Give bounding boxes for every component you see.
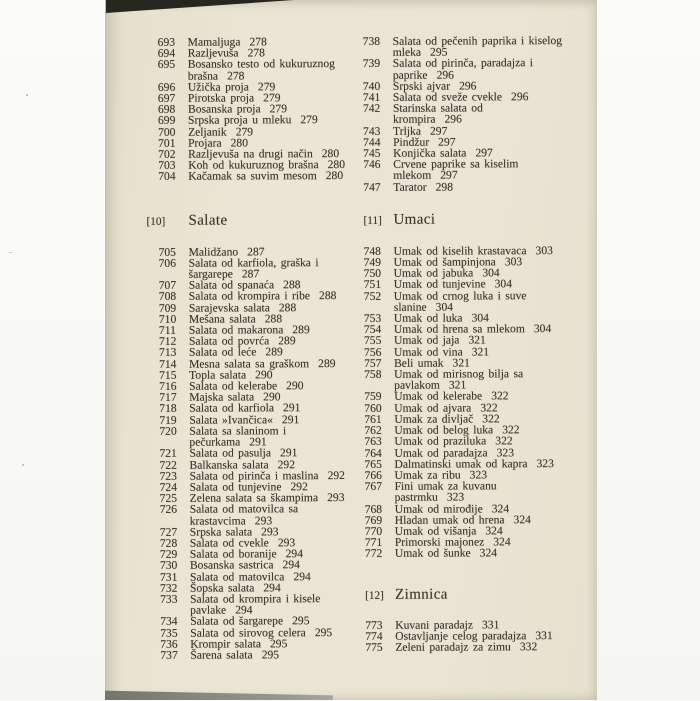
entry-number: 748	[363, 244, 381, 258]
entry-title: Salata od šargarepe 295	[190, 614, 310, 629]
entry-page-number: 298	[435, 180, 454, 194]
entry-page-number: 280	[327, 158, 346, 172]
entry-number: 754	[363, 323, 382, 337]
entry-page-number: 295	[430, 45, 448, 59]
entry-page-number: 324	[485, 524, 503, 538]
entry-number: 755	[363, 334, 382, 348]
entry-number: 699	[157, 114, 176, 128]
entry-title: Umak od šunke 324	[394, 546, 498, 561]
entry-title: Fini umak za kuvanu pastrmku 323	[394, 479, 497, 505]
entry-number: 739	[362, 57, 381, 71]
entry-title: Umak od tunjevine 304	[393, 277, 513, 292]
entry-number: 722	[159, 458, 177, 472]
entry-number: 765	[364, 457, 382, 471]
entry-number: 759	[364, 390, 382, 404]
entry-page-number: 296	[444, 112, 462, 127]
entry-page-number: 278	[227, 69, 245, 83]
entry-number: 721	[159, 447, 177, 461]
entry-number: 746	[363, 158, 381, 172]
entry-number: 713	[158, 346, 177, 360]
entry-title: Salata od cvekle 293	[189, 536, 296, 550]
toc-entry	[159, 257, 381, 280]
entry-title: Salata od sveže cvekle 296	[392, 90, 529, 104]
entry-page-number: 279	[269, 102, 288, 116]
entry-page-number: 321	[448, 378, 467, 392]
entry-page-number: 289	[278, 334, 296, 348]
entry-number: 747	[363, 180, 381, 194]
toc-entry	[363, 158, 593, 181]
entry-title: Majska salata 290	[189, 390, 281, 404]
entry-page-number: 304	[471, 311, 489, 325]
entry-page-number: 279	[235, 125, 254, 139]
entry-page-number: 296	[436, 68, 454, 82]
entry-number: 763	[364, 435, 382, 449]
entry-title: Beli umak 321	[394, 356, 470, 370]
entry-page-number: 323	[536, 456, 554, 470]
entry-title: Konjička salata 297	[393, 146, 493, 160]
entry-number: 715	[159, 368, 177, 382]
entry-title: Zeleni paradajz za zimu 332	[395, 640, 538, 654]
entry-number: 760	[364, 401, 382, 415]
entry-title: Umak za divljač 322	[394, 412, 500, 426]
entry-page-number: 321	[452, 356, 470, 370]
entry-page-number: 292	[327, 468, 345, 482]
entry-page-number: 322	[495, 434, 513, 448]
entry-number: 709	[158, 301, 177, 315]
entry-number: 736	[160, 637, 178, 651]
entry-title: Salata od boranije 294	[189, 547, 304, 561]
entry-title: Umak od kelerabe 322	[394, 389, 509, 404]
entry-title: Salata od krompira i kisele pavlake 294	[190, 592, 321, 617]
entry-title: Umak od vina 321	[393, 345, 490, 359]
entry-page-number: 280	[325, 169, 344, 183]
entry-number: 730	[159, 559, 178, 573]
entry-number: 771	[364, 535, 383, 550]
entry-title: Salata sa slaninom i pečurkama 291	[189, 424, 287, 449]
dust-speck	[26, 94, 28, 96]
toc-section	[365, 585, 595, 653]
entry-page-number: 297	[475, 146, 493, 160]
entry-title: Malidžano 287	[188, 245, 265, 259]
toc-entry	[364, 290, 594, 313]
entry-title: Umak od šampinjona 303	[393, 255, 523, 269]
entry-page-number: 331	[535, 628, 553, 642]
entry-number: 708	[158, 290, 177, 304]
entry-page-number: 292	[290, 480, 308, 494]
entry-title: Zeljanik 279	[188, 125, 254, 139]
entry-number: 733	[160, 592, 178, 606]
entry-number: 735	[160, 626, 178, 640]
section-title: Zimnica	[395, 586, 448, 603]
entry-title: Umak od praziluka 322	[394, 434, 513, 449]
entry-page-number: 322	[482, 412, 500, 426]
entry-title: Razljevuša na drugi način 280	[188, 147, 340, 161]
dust-speck	[22, 464, 24, 466]
section-header	[365, 585, 595, 603]
entry-title: Ostavljanje celog paradajza 331	[395, 628, 553, 643]
entry-number: 724	[159, 480, 178, 494]
entry-number: 744	[363, 135, 381, 149]
entry-title: Koh od kukuruznog brašna 280	[188, 158, 346, 172]
entry-number: 767	[364, 479, 383, 494]
section-title: Umaci	[393, 211, 436, 228]
toc-entry	[365, 641, 595, 653]
entry-title: Umak od jabuka 304	[393, 266, 500, 281]
entry-number: 723	[159, 469, 177, 483]
toc-entry	[159, 425, 381, 448]
entry-title: Razljevuša 278	[187, 46, 265, 60]
entry-title: Primorski majonez 324	[394, 535, 511, 549]
entry-page-number: 278	[247, 46, 265, 60]
toc-entry	[364, 368, 594, 391]
entry-number: 701	[158, 136, 176, 150]
section-tag: [11]	[363, 214, 382, 227]
entry-number: 698	[157, 102, 176, 117]
entry-title: Salata od kelerabe 290	[189, 379, 304, 393]
entry-number: 753	[363, 311, 382, 326]
entry-title: Tarator 298	[393, 180, 454, 194]
entry-title: Umak od crnog luka i suve slanine 304	[393, 288, 527, 314]
toc-section	[363, 211, 595, 560]
entry-title: Bosanska sastrica 294	[189, 558, 300, 573]
entry-number: 703	[158, 159, 176, 173]
toc-entry	[365, 480, 595, 503]
entry-number: 716	[159, 379, 177, 393]
entry-number: 727	[159, 525, 178, 539]
entry-page-number: 287	[247, 245, 265, 259]
entry-page-number: 291	[283, 401, 301, 415]
entry-number: 756	[363, 345, 382, 359]
section-header	[146, 212, 380, 230]
entry-title: Crvene paprike sa kiselim mlekom 297	[393, 157, 519, 183]
entry-page-number: 280	[230, 136, 248, 150]
entry-title: Salata od leće 289	[188, 345, 283, 360]
entry-page-number: 332	[519, 640, 538, 654]
entry-page-number: 293	[277, 536, 296, 550]
entry-title: Mamaljuga 278	[187, 35, 267, 49]
toc-entry	[158, 170, 380, 182]
entry-page-number: 321	[471, 345, 490, 359]
entry-number: 728	[159, 536, 178, 550]
entry-page-number: 304	[435, 300, 454, 314]
toc-entry	[158, 58, 380, 81]
entry-page-number: 324	[513, 512, 531, 527]
entry-page-number: 331	[481, 617, 500, 631]
entry-title: Bosanska proja 279	[187, 102, 288, 116]
entry-number: 725	[159, 491, 178, 505]
entry-page-number: 294	[263, 581, 281, 595]
entry-number: 737	[160, 648, 178, 662]
entry-page-number: 288	[264, 312, 283, 326]
section-tag: [10]	[146, 215, 166, 228]
entry-title: Pirotska proja 279	[187, 91, 281, 105]
entry-page-number: 294	[282, 558, 300, 572]
entry-number: 719	[159, 413, 177, 427]
entry-title: Salata od pečenih paprika i kiselog mleka 295	[392, 34, 563, 60]
entry-page-number: 295	[292, 614, 310, 628]
entry-page-number: 324	[491, 501, 510, 515]
entry-title: Topla salata 290	[189, 368, 273, 382]
entry-page-number: 295	[314, 625, 333, 639]
toc-entry	[160, 593, 382, 616]
entry-number: 775	[365, 640, 383, 654]
entry-number: 758	[364, 367, 382, 382]
section-title: Salate	[188, 212, 228, 229]
entry-title: Trljka 297	[393, 124, 448, 138]
entry-number: 769	[364, 513, 383, 527]
entry-title: Kačamak sa suvim mesom 280	[188, 169, 344, 184]
entry-page-number: 322	[491, 389, 509, 403]
toc-section	[146, 212, 382, 662]
entry-number: 710	[158, 312, 177, 326]
toc-entry	[363, 57, 593, 80]
entry-page-number: 294	[293, 569, 311, 583]
entry-number: 731	[159, 570, 178, 584]
entry-page-number: 279	[300, 113, 318, 127]
toc-section	[363, 35, 594, 193]
entry-page-number: 289	[318, 356, 336, 370]
entry-number: 749	[363, 255, 382, 269]
entry-number: 712	[158, 335, 177, 349]
toc-entry	[365, 547, 595, 559]
entry-page-number: 304	[533, 322, 552, 336]
entry-number: 711	[158, 323, 176, 337]
entry-page-number: 324	[493, 535, 511, 549]
entry-page-number: 294	[235, 603, 253, 617]
entry-page-number: 303	[535, 243, 553, 258]
toc-entry	[363, 35, 593, 58]
entry-page-number: 296	[459, 79, 477, 93]
dust-speck	[9, 252, 12, 253]
entry-title: Umak od jaja 321	[393, 333, 486, 348]
entry-title: Krompir salata 295	[190, 637, 288, 651]
entry-title: Dalmatinski umak od kapra 323	[394, 456, 554, 471]
entry-number: 762	[364, 423, 382, 438]
entry-page-number: 279	[263, 91, 281, 105]
entry-page-number: 293	[254, 513, 273, 527]
entry-page-number: 322	[502, 423, 520, 437]
toc-column-right	[363, 35, 596, 653]
entry-title: Salata od pirinča, paradajza i paprike 296	[392, 56, 534, 82]
entry-number: 718	[159, 402, 177, 416]
book-page	[105, 0, 597, 700]
entry-title: Sarajevska salata 288	[188, 300, 297, 315]
entry-page-number: 292	[277, 457, 296, 471]
entry-title: Umak od hrena sa mlekom 304	[393, 322, 552, 337]
entry-page-number: 291	[279, 446, 298, 460]
entry-page-number: 288	[283, 278, 301, 292]
entry-title: Salata od spanaća 288	[188, 278, 301, 292]
entry-number: 757	[364, 356, 382, 370]
entry-title: Umak od kiselih krastavaca 303	[393, 243, 553, 258]
entry-title: Umak od višanja 324	[394, 524, 503, 538]
entry-page-number: 278	[249, 35, 267, 49]
entry-page-number: 289	[292, 323, 310, 337]
entry-page-number: 295	[269, 637, 288, 651]
entry-number: 750	[363, 267, 382, 281]
entry-title: Umak od mirođije 324	[394, 501, 510, 516]
entry-page-number: 296	[510, 90, 529, 104]
entry-number: 720	[159, 424, 177, 438]
entry-page-number: 321	[468, 333, 486, 347]
entry-number: 707	[158, 279, 177, 293]
entry-number: 693	[157, 35, 176, 49]
entry-number: 740	[362, 79, 381, 93]
entry-title: Srpska salata 293	[189, 525, 279, 539]
entry-page-number: 279	[257, 80, 276, 94]
entry-number: 700	[158, 125, 176, 139]
entry-page-number: 303	[504, 255, 523, 269]
toc-entry	[160, 649, 382, 661]
entry-number: 772	[364, 547, 383, 561]
entry-title: Salata od matovilca sa krastavcima 293	[189, 502, 299, 528]
entry-number: 752	[363, 289, 382, 303]
entry-title: Hladan umak od hrena 324	[394, 512, 531, 527]
toc-entry	[363, 102, 593, 125]
entry-title: Umak od luka 304	[393, 311, 489, 325]
entry-title: Salata od makarona 289	[188, 323, 310, 337]
entry-number: 764	[364, 446, 382, 460]
entry-title: Umak od belog luka 322	[394, 423, 520, 437]
entry-title: Projara 280	[188, 136, 248, 150]
entry-title: Umak od paradajza 323	[394, 445, 515, 460]
entry-page-number: 290	[286, 379, 304, 393]
entry-number: 774	[365, 629, 383, 643]
entry-page-number: 295	[261, 648, 280, 662]
entry-title: Starinska salata od krompira 296	[392, 101, 483, 127]
entry-page-number: 289	[265, 345, 283, 359]
entry-page-number: 291	[249, 435, 267, 449]
entry-page-number: 323	[496, 445, 515, 459]
entry-title: Zelena salata sa škampima 293	[189, 491, 345, 505]
entry-number: 732	[160, 581, 178, 595]
entry-title: Salata od tunjevine 292	[189, 480, 308, 494]
entry-number: 768	[364, 502, 383, 516]
entry-title: Salata od karfiola 291	[189, 401, 301, 416]
entry-title: Šarena salata 295	[190, 648, 280, 662]
entry-title: Pindžur 297	[393, 135, 456, 149]
entry-title: Umak za ribu 323	[394, 468, 488, 482]
entry-title: Salata »Ivančica« 291	[189, 412, 300, 427]
table-of-contents	[104, 0, 598, 701]
entry-title: Bosansko testo od kukuruznog brašna 278	[187, 57, 335, 83]
entry-page-number: 323	[446, 490, 465, 504]
entry-title: Salata od krompira i ribe 288	[188, 289, 337, 304]
entry-number: 766	[364, 468, 382, 482]
entry-title: Salata od matovilca 294	[189, 569, 311, 584]
entry-page-number: 291	[281, 412, 300, 426]
entry-number: 702	[158, 147, 176, 161]
entry-page-number: 304	[482, 266, 500, 280]
entry-title: Salata od sirovog celera 295	[190, 625, 333, 640]
entry-title: Umak od ajvara 322	[394, 401, 498, 415]
section-tag: [12]	[365, 589, 384, 602]
toc-column-left	[146, 35, 383, 662]
entry-number: 729	[159, 547, 178, 561]
entry-page-number: 297	[440, 168, 458, 183]
entry-page-number: 280	[321, 147, 340, 161]
entry-number: 742	[362, 102, 381, 116]
entry-number: 706	[158, 256, 177, 270]
entry-number: 734	[160, 615, 178, 629]
entry-title: Kuvani paradajz 331	[395, 617, 500, 632]
entry-title: Salata od karfiola, graška i šargarepe 287	[188, 255, 319, 281]
entry-page-number: 297	[429, 124, 448, 138]
entry-number: 714	[159, 357, 177, 371]
entry-title: Mešana salata 288	[188, 312, 283, 326]
entry-number: 741	[362, 90, 381, 104]
entry-page-number: 293	[327, 491, 345, 505]
entry-number: 773	[365, 618, 383, 632]
entry-number: 745	[363, 146, 381, 160]
toc-entry	[160, 503, 382, 526]
entry-title: Užička proja 279	[187, 80, 276, 94]
entry-title: Salata od pirinča i maslina 292	[189, 468, 345, 483]
entry-number: 697	[157, 91, 176, 105]
entry-number: 726	[159, 503, 178, 517]
entry-title: Salata od povrća 289	[188, 334, 296, 348]
entry-number: 704	[158, 170, 176, 184]
entry-page-number: 323	[469, 468, 488, 482]
entry-title: Šopska salata 294	[190, 581, 281, 595]
entry-page-number: 290	[255, 368, 273, 382]
entry-title: Srpska proja u mleku 279	[187, 113, 318, 128]
entry-number: 696	[157, 80, 176, 94]
entry-number: 743	[363, 124, 381, 138]
toc-section	[158, 36, 381, 183]
entry-number: 717	[159, 391, 177, 405]
entry-number: 751	[363, 278, 382, 292]
entry-page-number: 290	[263, 390, 281, 404]
entry-number: 694	[157, 46, 176, 61]
entry-page-number: 288	[319, 289, 337, 303]
entry-page-number: 322	[480, 401, 498, 415]
entry-number: 761	[364, 412, 382, 426]
entry-page-number: 294	[285, 547, 304, 561]
entry-page-number: 287	[241, 267, 260, 281]
entry-page-number: 293	[261, 525, 279, 539]
toc-entry	[363, 181, 593, 193]
entry-page-number: 297	[438, 135, 456, 149]
entry-title: Srpski ajvar 296	[392, 79, 477, 93]
entry-page-number: 324	[479, 546, 498, 560]
entry-page-number: 304	[494, 277, 513, 291]
entry-title: Mesna salata sa graškom 289	[189, 356, 336, 371]
entry-number: 738	[362, 34, 381, 48]
entry-number: 770	[364, 524, 383, 538]
entry-title: Balkanska salata 292	[189, 457, 296, 472]
entry-title: Salata od pasulja 291	[189, 446, 298, 461]
entry-number: 695	[157, 58, 176, 72]
entry-number: 705	[158, 245, 176, 259]
entry-title: Umak od mirisnog bilja sa pavlakom 321	[394, 367, 524, 393]
entry-page-number: 288	[278, 300, 297, 314]
section-header	[363, 211, 593, 229]
